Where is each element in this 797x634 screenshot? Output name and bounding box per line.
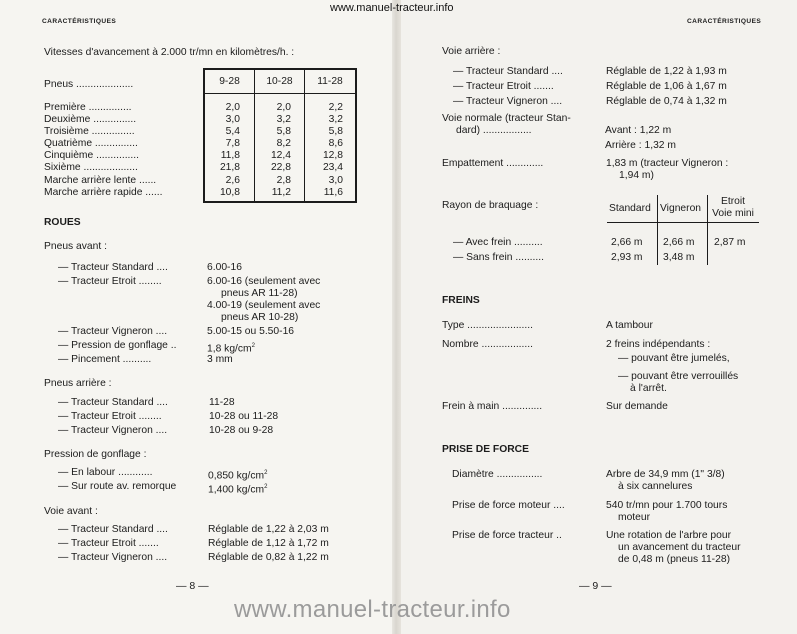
type-label: Type .......................	[442, 320, 533, 331]
voie-arriere-label: Voie arrière :	[442, 46, 501, 57]
speed-table-header-rule	[205, 93, 355, 94]
roues-title: ROUES	[44, 217, 81, 228]
speed-cell: 21,8	[219, 162, 240, 174]
braquage-cell: 3,48 m	[663, 252, 695, 263]
moteur-value-cont: moteur	[618, 512, 651, 523]
rear-track-value: Réglable de 1,22 à 1,93 m	[606, 66, 727, 77]
pressure-label: — Sur route av. remorque	[58, 481, 177, 492]
gear-label: Cinquième ...............	[44, 150, 139, 162]
diametre-label: Diamètre ................	[452, 469, 543, 480]
voie-normale-label: Voie normale (tracteur Stan-	[442, 113, 571, 124]
left-header: CARACTÉRISTIQUES	[42, 18, 117, 25]
braquage-cell: 2,66 m	[611, 237, 643, 248]
speed-cell: 2,6	[225, 174, 240, 186]
right-page	[401, 0, 797, 634]
frein-main-value: Sur demande	[606, 401, 668, 412]
tracteur-value-cont: de 0,48 m (pneus 11-28)	[618, 554, 730, 565]
nombre-label: Nombre ..................	[442, 339, 533, 350]
book-gutter	[392, 0, 401, 634]
speed-cell: 22,8	[270, 162, 291, 174]
speed-cell: 5,8	[328, 126, 343, 138]
gear-label: Sixième ...................	[44, 162, 138, 174]
front-value: 3 mm	[207, 354, 233, 365]
tyres-row-label: Pneus ....................	[44, 79, 134, 90]
front-value: 6.00-16 (seulement avec	[207, 276, 321, 287]
voie-normale-label-cont: dard) .................	[456, 125, 532, 136]
speed-cell: 8,2	[276, 138, 291, 150]
speed-col-11-28	[305, 102, 343, 199]
gear-labels	[44, 102, 162, 199]
speed-cell: 3,0	[225, 114, 240, 126]
rear-track-value: Réglable de 1,06 à 1,67 m	[606, 81, 727, 92]
moteur-label: Prise de force moteur ....	[452, 500, 565, 511]
speed-intro: Vitesses d'avancement à 2.000 tr/mn en kilomètres/h. :	[44, 47, 295, 58]
speed-cell: 11,6	[323, 186, 343, 198]
tracteur-label: Prise de force tracteur ..	[452, 530, 562, 541]
braquage-cell: 2,87 m	[714, 237, 746, 248]
pressure-value: 0,850 $kg/cm^2$	[208, 470, 268, 482]
speed-cell: 10,8	[219, 186, 240, 198]
empattement-value-cont: 1,94 m)	[619, 170, 654, 181]
nombre-sub: — pouvant être verrouillés	[618, 371, 739, 382]
braquage-divider	[707, 195, 708, 265]
braquage-col-etroit: Etroit	[720, 196, 746, 207]
col-header-10-28: 10-28	[266, 76, 293, 87]
front-label: — Tracteur Vigneron ....	[58, 326, 168, 337]
watermark: www.manuel-tracteur.info	[234, 596, 511, 623]
speed-cell: 5,4	[225, 126, 240, 138]
nombre-sub: — pouvant être jumelés,	[618, 353, 730, 364]
pressure-label: — En labour ............	[58, 467, 153, 478]
diametre-value-cont: à six cannelures	[618, 481, 693, 492]
track-value: Réglable de 1,12 à 1,72 m	[208, 538, 329, 549]
gear-label: Troisième ...............	[44, 126, 135, 138]
front-value: 1,8 $kg/cm^2$	[207, 343, 255, 355]
speed-cell: 8,6	[328, 138, 343, 150]
empattement-value: 1,83 m (tracteur Vigneron :	[606, 158, 729, 169]
tracteur-value: Une rotation de l'arbre pour	[606, 530, 732, 541]
braquage-divider	[657, 195, 658, 265]
rear-label: — Tracteur Standard ....	[58, 397, 168, 408]
braquage-col-standard: Standard	[609, 203, 651, 214]
moteur-value: 540 tr/mn pour 1.700 tours	[606, 500, 728, 511]
front-value: 6.00-16	[207, 262, 242, 273]
freins-title: FREINS	[442, 295, 480, 306]
gear-label: Marche arrière rapide ......	[44, 186, 163, 198]
braquage-col-vigneron: Vigneron	[660, 203, 702, 214]
braquage-col-voie-mini: Voie mini	[712, 208, 754, 219]
speed-col-9-28	[205, 102, 240, 199]
speed-cell: 5,8	[276, 126, 291, 138]
page-number-left: — 8 —	[176, 580, 209, 592]
rear-label: — Tracteur Vigneron ....	[58, 425, 168, 436]
speed-cell: 7,8	[225, 138, 240, 150]
speed-cell: 11,8	[220, 150, 240, 162]
gear-label: Première ...............	[44, 102, 132, 113]
pressure-value: 1,400 $kg/cm^2$	[208, 484, 268, 496]
track-value: Réglable de 0,82 à 1,22 m	[208, 552, 329, 563]
empattement-label: Empattement .............	[442, 158, 544, 169]
speed-cell: 2,0	[276, 102, 291, 113]
voie-normale-arriere: Arrière : 1,32 m	[605, 140, 676, 151]
speed-cell: 3,0	[328, 174, 343, 186]
rear-label: — Tracteur Etroit ........	[58, 411, 162, 422]
nombre-sub: à l'arrêt.	[630, 383, 667, 394]
rear-value: 10-28 ou 9-28	[209, 425, 274, 436]
left-page	[0, 0, 392, 634]
braquage-row-label: — Sans frein ..........	[453, 252, 544, 263]
pdf-title: PRISE DE FORCE	[442, 444, 529, 455]
front-label: — Tracteur Etroit ........	[58, 276, 162, 287]
braquage-cell: 2,66 m	[663, 237, 695, 248]
front-value-cont: 4.00-19 (seulement avec	[207, 300, 321, 311]
col-header-9-28: 9-28	[219, 76, 240, 87]
gear-label: Quatrième ...............	[44, 138, 138, 150]
pneus-arriere-label: Pneus arrière :	[44, 378, 112, 389]
front-value: 5.00-15 ou 5.50-16	[207, 326, 295, 337]
rear-track-label: — Tracteur Standard ....	[453, 66, 563, 77]
front-label: — Pincement ..........	[58, 354, 152, 365]
rear-track-label: — Tracteur Etroit .......	[453, 81, 554, 92]
diametre-value: Arbre de 34,9 mm (1" 3/8)	[606, 469, 725, 480]
track-label: — Tracteur Etroit .......	[58, 538, 159, 549]
rear-track-label: — Tracteur Vigneron ....	[453, 96, 563, 107]
front-value-cont: pneus AR 10-28)	[221, 312, 299, 323]
tracteur-value-cont: un avancement du tracteur	[618, 542, 741, 553]
front-value-cont: pneus AR 11-28)	[221, 288, 298, 299]
voie-normale-avant: Avant : 1,22 m	[605, 125, 672, 136]
speed-cell: 2,2	[328, 102, 343, 113]
rear-value: 11-28	[209, 397, 235, 408]
front-label: — Tracteur Standard ....	[58, 262, 168, 273]
type-value: A tambour	[606, 320, 653, 331]
speed-cell: 23,4	[322, 162, 343, 174]
rear-track-value: Réglable de 0,74 à 1,32 m	[606, 96, 727, 107]
gear-label: Deuxième ...............	[44, 114, 137, 126]
nombre-value: 2 freins indépendants :	[606, 339, 711, 350]
site-url: www.manuel-tracteur.info	[330, 2, 454, 14]
front-label: — Pression de gonflage ..	[58, 340, 177, 351]
pneus-avant-label: Pneus avant :	[44, 241, 107, 252]
right-header: CARACTÉRISTIQUES	[687, 18, 762, 25]
speed-cell: 12,8	[322, 150, 343, 162]
speed-cell: 11,2	[271, 186, 291, 198]
frein-main-label: Frein à main ..............	[442, 401, 543, 412]
gear-label: Marche arrière lente ......	[44, 174, 157, 186]
braquage-row-label: — Avec frein ..........	[453, 237, 543, 248]
track-label: — Tracteur Vigneron ....	[58, 552, 168, 563]
speed-cell: 2,0	[225, 102, 240, 113]
page-number-right: — 9 —	[579, 580, 612, 592]
braquage-label: Rayon de braquage :	[442, 200, 539, 211]
braquage-header-rule	[607, 222, 759, 223]
voie-avant-label: Voie avant :	[44, 506, 98, 517]
rear-value: 10-28 ou 11-28	[209, 411, 279, 422]
speed-cell: 12,4	[270, 150, 291, 162]
speed-cell: 3,2	[328, 114, 343, 126]
pression-label: Pression de gonflage :	[44, 449, 147, 460]
track-value: Réglable de 1,22 à 2,03 m	[208, 524, 329, 535]
col-header-11-28: 11-28	[317, 76, 343, 87]
track-label: — Tracteur Standard ....	[58, 524, 168, 535]
speed-col-10-28	[255, 102, 291, 199]
braquage-cell: 2,93 m	[611, 252, 643, 263]
speed-cell: 2,8	[276, 174, 291, 186]
speed-cell: 3,2	[276, 114, 291, 126]
